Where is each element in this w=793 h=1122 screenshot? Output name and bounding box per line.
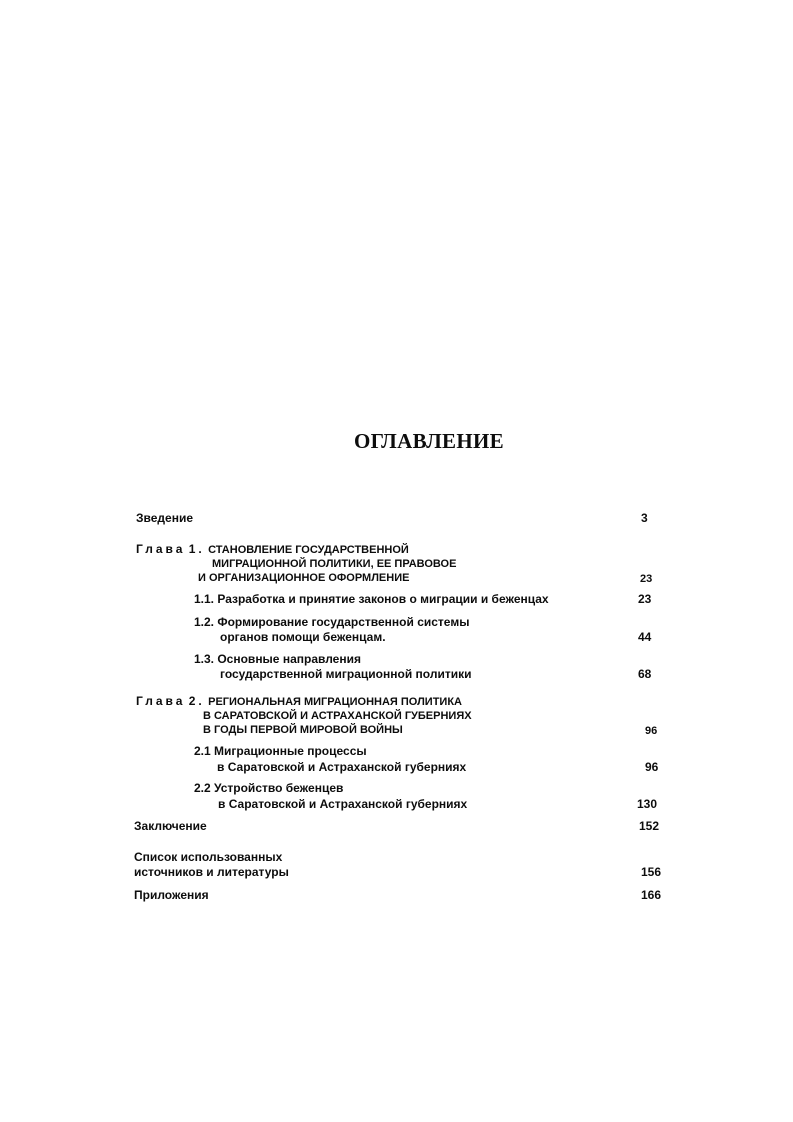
chapter-2-prefix: Глава — [136, 694, 186, 708]
toc-entry-section-1-1: 1.1. Разработка и принятие законов о миграции и беженцах — [194, 592, 549, 606]
section-1-3-page: 68 — [638, 667, 652, 681]
toc-entry-section-2-2: 2.2 Устройство беженцев — [194, 781, 344, 795]
section-1-1-page: 23 — [638, 592, 652, 606]
toc-entry-conclusion: Заключение — [134, 819, 207, 833]
section-2-2-label-line-2: в Саратовской и Астраханской губерниях — [218, 797, 468, 811]
chapter-1-prefix: Глава — [136, 542, 186, 556]
toc-entry-intro — [136, 510, 193, 526]
chapter-1-title-line-1: СТАНОВЛЕНИЕ ГОСУДАРСТВЕННОЙ — [208, 544, 409, 556]
chapter-1-title-line-2: МИГРАЦИОННОЙ ПОЛИТИКИ, ЕЕ ПРАВОВОЕ — [212, 558, 457, 570]
chapter-2-title-line-3: В ГОДЫ ПЕРВОЙ МИРОВОЙ ВОЙНЫ — [203, 724, 403, 736]
page-title: ОГЛАВЛЕНИЕ — [354, 429, 504, 453]
chapter-2-page: 96 — [645, 725, 658, 737]
toc-entry-section-1-3: 1.3. Основные направления — [194, 652, 361, 666]
sources-label-line-2: источников и литературы — [134, 865, 289, 879]
section-1-2-page: 44 — [638, 630, 652, 644]
appendix-page: 166 — [641, 888, 662, 902]
toc-entry-section-2-1: 2.1 Миграционные процессы — [194, 744, 367, 758]
toc-entry-section-1-2: 1.2. Формирование государственной системы — [194, 615, 470, 629]
toc-intro-label: Зведение — [136, 511, 193, 525]
section-1-3-label-line-2: государственной миграционной политики — [220, 667, 472, 681]
chapter-2-title-line-1: РЕГИОНАЛЬНАЯ МИГРАЦИОННАЯ ПОЛИТИКА — [208, 696, 462, 708]
chapter-1-title-line-3: И ОРГАНИЗАЦИОННОЕ ОФОРМЛЕНИЕ — [198, 572, 410, 584]
toc-entry-appendix: Приложения — [134, 888, 209, 902]
chapter-2-title-line-2: В САРАТОВСКОЙ И АСТРАХАНСКОЙ ГУБЕРНИЯХ — [203, 710, 472, 722]
section-2-2-page: 130 — [637, 797, 658, 811]
chapter-1-page: 23 — [640, 573, 653, 585]
sources-page: 156 — [641, 865, 662, 879]
section-2-1-page: 96 — [645, 760, 659, 774]
toc-entry-sources: Список использованных — [134, 850, 283, 864]
conclusion-page: 152 — [639, 819, 660, 833]
section-1-2-label-line-2: органов помощи беженцам. — [220, 630, 386, 644]
toc-intro-page: 3 — [641, 511, 648, 525]
chapter-1-number: 1. — [188, 542, 205, 556]
chapter-2-number: 2. — [188, 694, 205, 708]
section-2-1-label-line-2: в Саратовской и Астраханской губерниях — [217, 760, 467, 774]
